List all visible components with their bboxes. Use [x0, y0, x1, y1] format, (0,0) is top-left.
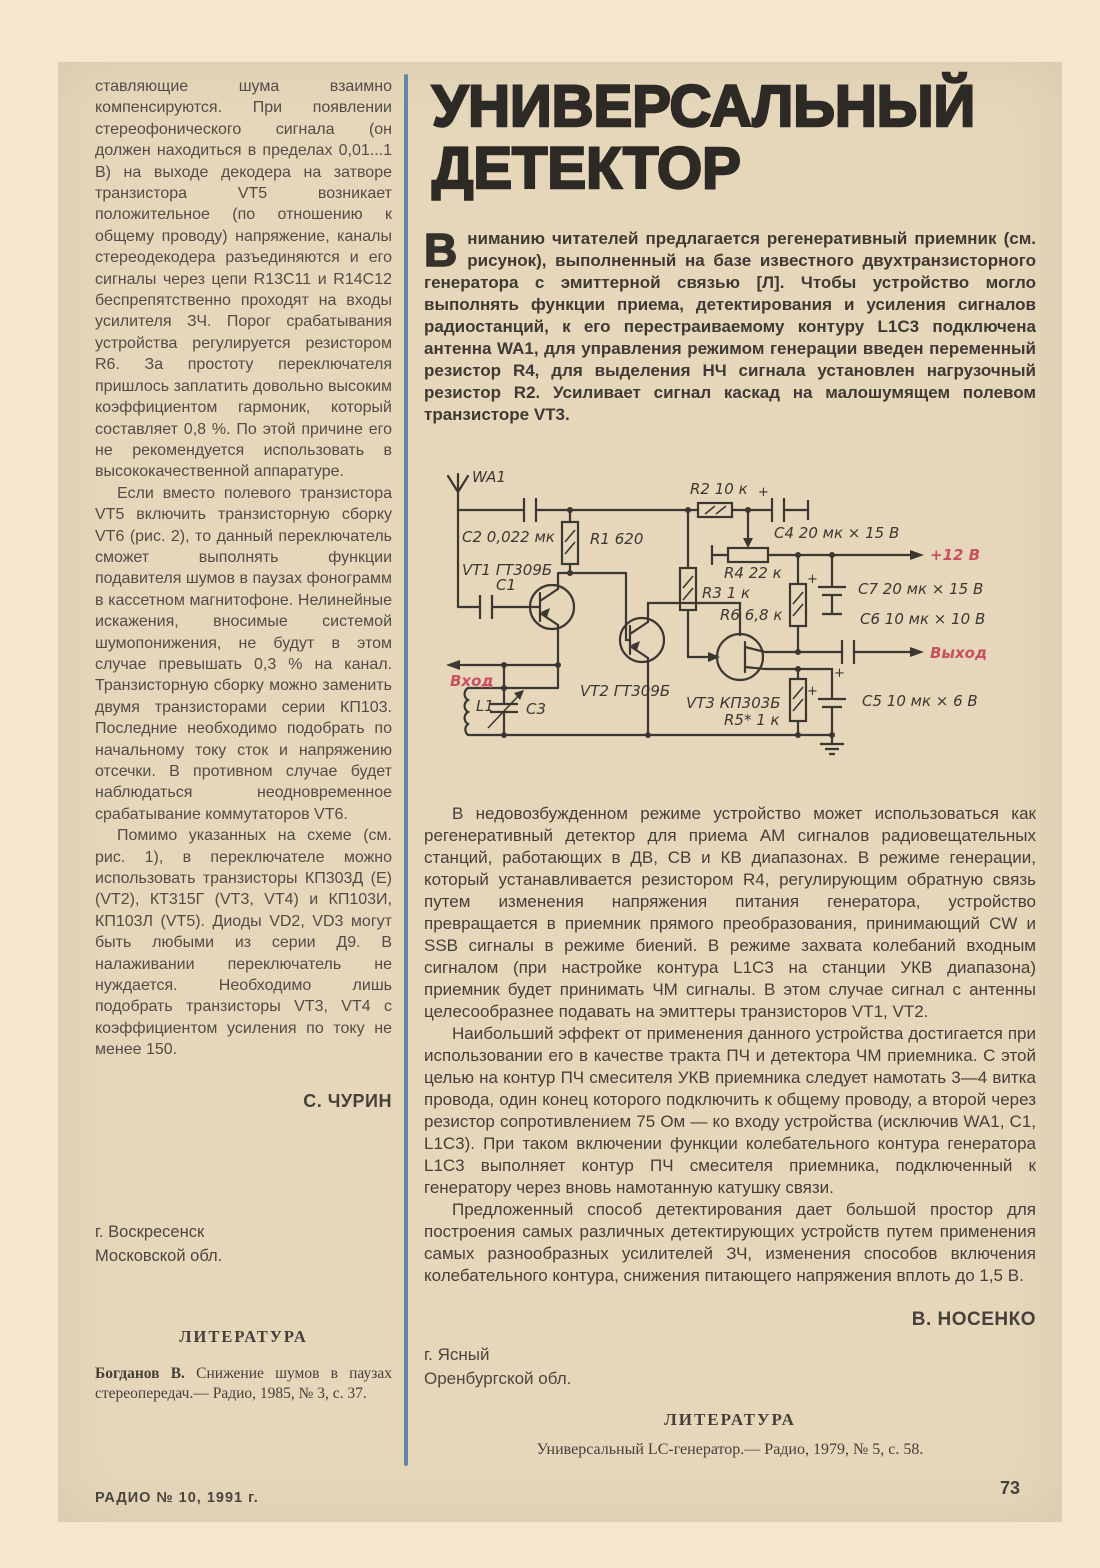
author-signature: С. ЧУРИН	[303, 1090, 392, 1111]
location-region: Московской обл.	[95, 1247, 223, 1266]
page-number: 73	[1000, 1478, 1021, 1498]
label-r2: R2 10 к	[690, 480, 748, 498]
antenna-symbol	[448, 474, 468, 510]
location-region: Оренбургской обл.	[424, 1369, 572, 1388]
label-c3: C3	[526, 700, 547, 718]
paragraph: Предложенный способ детектирования дает большой простор для построения самых различных детектирующих устройств путем применения самых разнообразных усилителей ЗЧ, изменения способов включения колебательного контура, снижения питающего напряжения вплоть до 1,5 В.	[424, 1200, 1036, 1285]
label-vt2: VT2 ГТ309Б	[580, 682, 671, 700]
transistor-vt3	[717, 634, 763, 680]
label-c1: C1	[496, 576, 517, 594]
capacitor-c6	[842, 640, 854, 664]
location-city: г. Ясный	[424, 1345, 490, 1364]
label-c7: C7 20 мк × 15 В	[858, 580, 984, 598]
magazine-page	[58, 62, 1062, 1522]
label-r4: R4 22 к	[724, 564, 782, 582]
label-r6: R6 6,8 к	[720, 606, 783, 624]
paragraph: Наибольший эффект от применения данного устройства достигается при использовании его в качестве тракта ПЧ и детектора ЧМ приемника. С этой целью на контур ПЧ смесителя УКВ приемника следует намотать 3—4 витка провода, один конец которого подключить к общему проводу, а второй через резистор сопротивлением 75 Ом — ко входу устройства (исключив WA1, C1, L1C3). При таком включении функции колебательного контура генератора L1C3 выполняет контур ПЧ смесителя приемника, подключенный к генератору через вновь намотанную катушку связи.	[424, 1024, 1036, 1197]
label-r1: R1 620	[590, 530, 644, 548]
magazine-footer: РАДИО № 10, 1991 г.	[95, 1490, 259, 1506]
intro-paragraph	[424, 224, 1036, 426]
circuit-diagram	[440, 462, 1040, 797]
literature-block	[424, 1409, 1036, 1461]
literature-reference: Универсальный LC-генератор.— Радио, 1979, № 5, с. 58.	[536, 1441, 924, 1458]
capacitor-c2	[524, 498, 536, 522]
literature-reference	[95, 1364, 392, 1405]
label-plus12: +12 В	[930, 546, 981, 564]
label-r5: R5* 1 к	[724, 711, 780, 729]
literature-heading: ЛИТЕРАТУРА	[179, 1327, 308, 1347]
label-c2: C2 0,022 мк	[462, 528, 555, 546]
resistor-r6	[790, 584, 806, 626]
label-output: Выход	[930, 644, 988, 662]
resistor-r2	[698, 503, 732, 517]
article-title	[432, 76, 1052, 200]
label-c5: C5 10 мк × 6 В	[862, 692, 978, 710]
capacitor-c5	[818, 699, 846, 707]
label-vt1: VT1 ГТ309Б	[462, 561, 553, 579]
plus-sign-c7: +	[807, 572, 818, 587]
inductor-l1	[465, 688, 468, 735]
paragraph: Если вместо полевого транзистора VT5 включить транзисторную сборку VT6 (рис. 2), то данный переключатель сможет выполнять функции подавителя шумов в паузах фонограмм в кассетном магнитофоне. Нелинейные искажения, вносимые системой шумопонижения, не будут в этом случае превышать 0,3 % на канал. Транзисторную сборку можно заменить двумя транзисторами серии КП103. Последние необходимо подобрать по начальному току сток и напряжению отсечки. В противном случае будет наблюдаться неодновременное срабатывание коммутаторов VT6.	[95, 484, 392, 823]
label-c6: C6 10 мк × 10 В	[860, 610, 986, 628]
resistor-r1	[562, 522, 578, 564]
label-l1: L1	[476, 697, 494, 715]
label-r3: R3 1 к	[702, 584, 751, 602]
ground-symbol	[820, 744, 844, 754]
paragraph: В недовозбужденном режиме устройство может использоваться как регенеративный детектор для приема АМ сигналов радиовещательных станций, работающих в ДВ, СВ и КВ диапазонах. В режиме генерации, который устанавливается резистором R4, регулирующим обратную связь путем изменения напряжения питания генератора, устройство превращается в приемник прямого преобразования, принимающий CW и SSB сигналы в режиме биений. В режиме захвата колебаний входным сигналом (при настройке контура L1C3 на станции УКВ диапазона) приемник будет принимать ЧМ сигналы. В этом случае сигнал с антенны целесообразнее подавать на эмиттеры транзисторов VT1, VT2.	[424, 804, 1036, 1021]
left-column	[95, 76, 392, 1405]
paragraph: Помимо указанных на схеме (см. рис. 1), в переключателе можно использовать транзисторы КП303Д (Е) (VT2), КТ315Г (VT3, VT4) и КП103И, КП103Л (VT5). Диоды VD2, VD3 могут быть любыми из серии Д9. В налаживании переключатель не нуждается. Необходимо лишь подобрать транзисторы VT3, VT4 с коэффициентом усиления по току не менее 150.	[95, 827, 392, 1059]
intro-text: ниманию читателей предлагается регенеративный приемник (см. рисунок), выполненный на базе известного двухтранзисторного генератора с эмиттерной связью [Л]. Чтобы устройство могло выполнять функции приема, детектирования и усиления сигналов радиостанций, к его перестраиваемому контуру L1C3 подключена антенна WA1, для управления режимом генерации введен переменный резистор R4, для выделения НЧ сигнала установлен нагрузочный резистор R2. Усиливает сигнал каскад на малошумящем полевом транзисторе VT3.	[424, 229, 1036, 424]
reference-author: Богданов В.	[95, 1364, 185, 1382]
article-body	[424, 803, 1036, 1461]
author-location	[424, 1343, 1036, 1391]
label-c4: C4 20 мк × 15 В	[774, 524, 900, 542]
title-line-2: ДЕТЕКТОР	[432, 136, 741, 201]
drop-cap: В	[424, 224, 458, 276]
column-divider	[404, 74, 408, 1466]
author-location	[95, 1220, 392, 1268]
label-vt3: VT3 КП303Б	[686, 694, 781, 712]
reference-text: Снижение шумов в паузах стереопередач.— Радио, 1985, № 3, с. 37.	[95, 1364, 392, 1402]
label-input: Вход	[450, 672, 494, 690]
resistor-r5	[790, 679, 806, 721]
plus-sign-c5: +	[807, 684, 818, 699]
paragraph: ставляющие шума взаимно компенсируются. При появлении стереофонического сигнала (он должен находиться в пределах 0,01...1 В) на выходе декодера на затворе транзистора VT5 возникает положительное (по отношению к общему проводу) напряжение, каналы стереодекодера разъединяются и его сигналы через цепи R13C11 и R14C12 беспрепятственно проходят на входы усилителя ЗЧ. Порог срабатывания устройства регулируется резистором R6. За простоту переключателя пришлось заплатить довольно высоким коэффициентом гармоник, который составляет 0,8 %. По этой причине его не рекомендуется использовать в высококачественной аппаратуре.	[95, 78, 392, 481]
plus-sign-c4: +	[758, 485, 769, 500]
literature-heading: ЛИТЕРАТУРА	[664, 1410, 796, 1429]
title-line-1: УНИВЕРСАЛЬНЫЙ	[432, 74, 976, 139]
author-signature: В. НОСЕНКО	[911, 1309, 1036, 1330]
label-wa1: WA1	[472, 468, 506, 486]
capacitor-c1	[480, 595, 492, 619]
location-city: г. Воскресенск	[95, 1223, 205, 1242]
potentiometer-r4	[728, 548, 768, 562]
plus-sign-c6: +	[834, 666, 845, 681]
